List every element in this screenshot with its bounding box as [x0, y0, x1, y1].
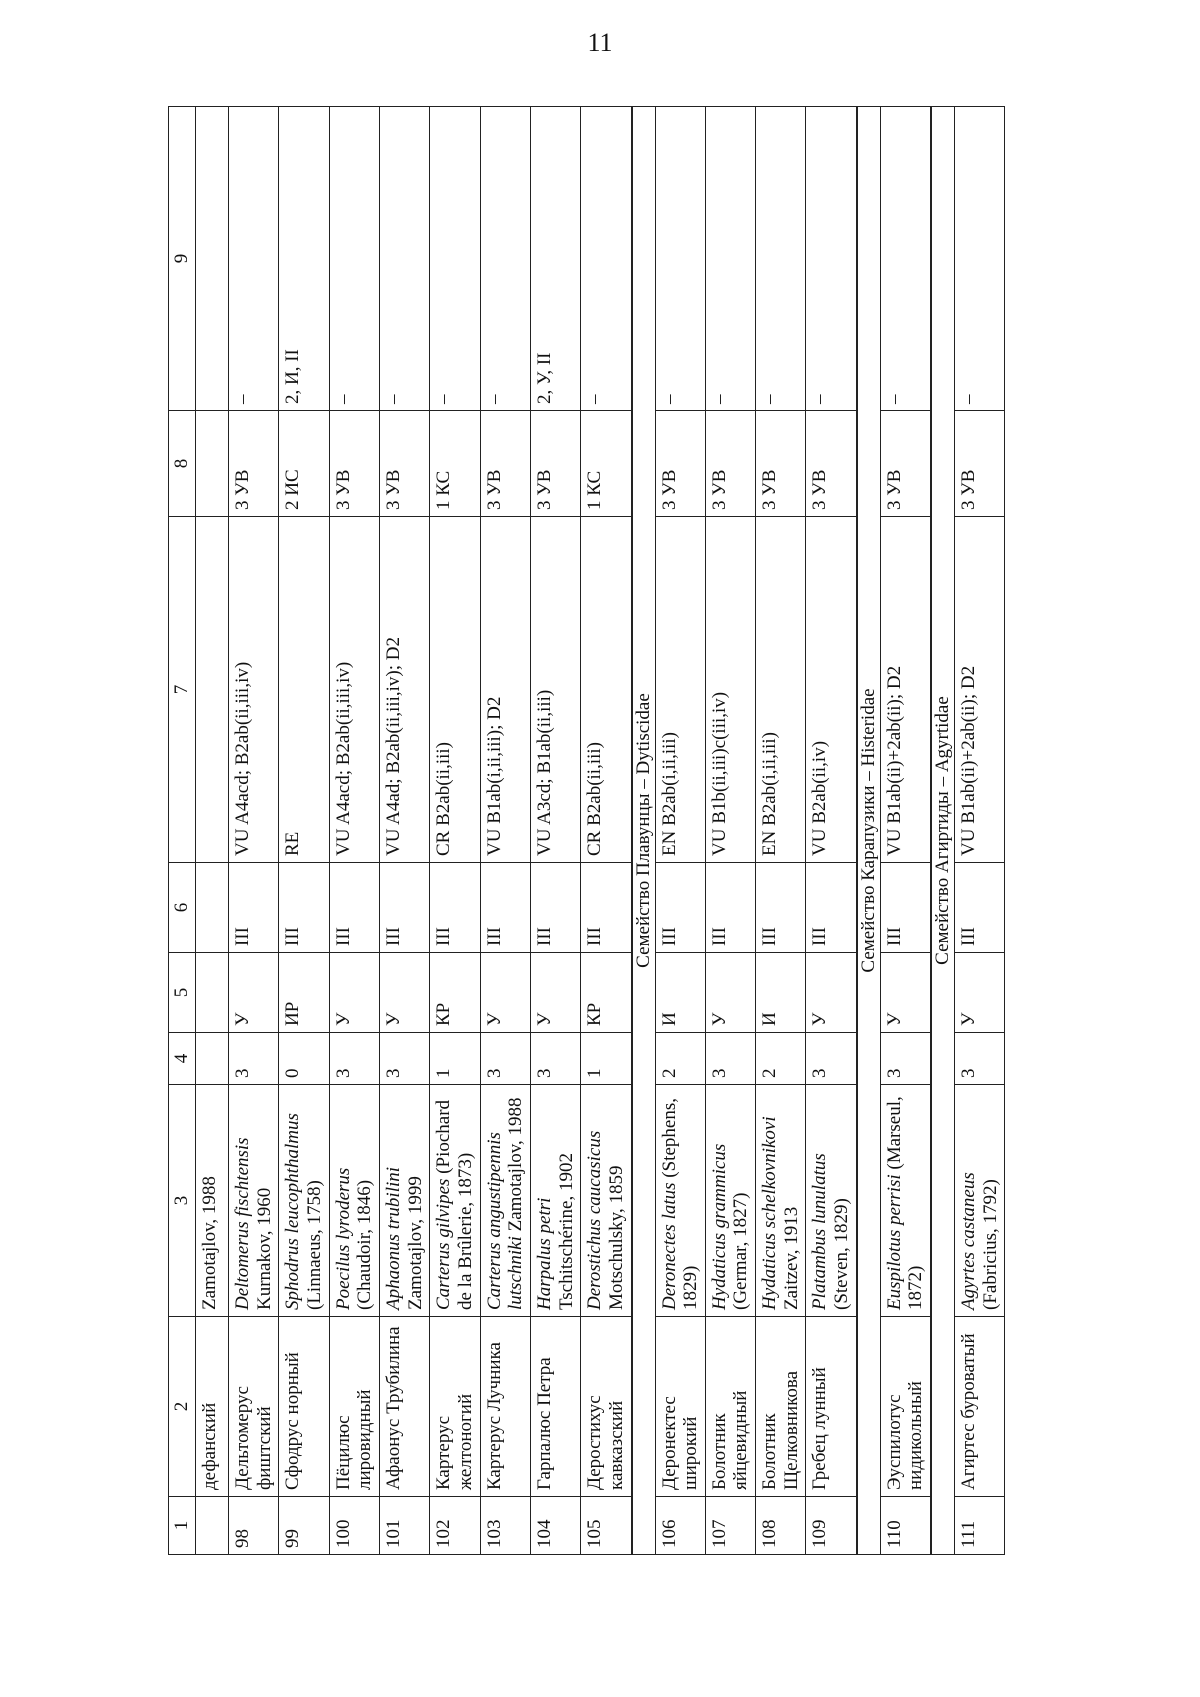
iucn-criteria-cell: VU B1ab(i,ii,iii); D2: [480, 517, 530, 863]
latin-name: Agyrtes castaneus: [958, 1172, 980, 1310]
latin-name-cell: [955, 1085, 1005, 1317]
iucn-criteria-cell: CR B2ab(ii,iii): [581, 517, 632, 863]
extra-status-cell: –: [955, 107, 1005, 411]
latin-name: Euspilotus perrisi: [883, 1174, 905, 1310]
russia-category-cell: 3 УВ: [229, 411, 279, 517]
empty-cell: [196, 1033, 229, 1085]
russian-name-cell: Агиртес буроватый: [955, 1317, 1005, 1497]
iucn-criteria-cell: VU B2ab(ii,iv): [806, 517, 857, 863]
russia-category-cell: 1 КС: [430, 411, 480, 517]
category-cell: 3: [530, 1033, 580, 1085]
empty-cell: [196, 953, 229, 1033]
number-cell: 99: [279, 1497, 329, 1555]
extra-status-cell: –: [229, 107, 279, 411]
number-cell: 110: [880, 1497, 931, 1555]
latin-author: (Fabricius, 1792): [979, 1179, 1001, 1310]
russia-category-cell: 3 УВ: [530, 411, 580, 517]
latin-name-cell: [530, 1085, 580, 1317]
latin-author: (Stephens, 1829): [658, 1098, 702, 1310]
number-cell: 101: [379, 1497, 429, 1555]
latin-name: Hydaticus grammicus: [708, 1143, 730, 1310]
latin-name-cell: [756, 1085, 806, 1317]
latin-name-cell: [379, 1085, 429, 1317]
latin-name-cell: [329, 1085, 379, 1317]
status-cell: У: [955, 953, 1005, 1033]
russia-category-cell: 1 КС: [581, 411, 632, 517]
latin-author: (Germar, 1827): [730, 1192, 752, 1310]
category-cell: 3: [880, 1033, 931, 1085]
iucn-criteria-cell: VU A3cd; B1ab(ii,iii): [530, 517, 580, 863]
table-row: [880, 107, 931, 1555]
status-cell: КР: [581, 953, 632, 1033]
latin-author: Tschitschérine, 1902: [555, 1153, 577, 1310]
empty-cell: [196, 411, 229, 517]
category-cell: 3: [955, 1033, 1005, 1085]
russian-name-cell: Картерус Лучника: [480, 1317, 530, 1497]
number-cell: 102: [430, 1497, 480, 1555]
priority-cell: III: [329, 863, 379, 953]
russian-name-cell: Эуспилотус нидикольный: [880, 1317, 931, 1497]
number-cell: 103: [480, 1497, 530, 1555]
status-cell: У: [229, 953, 279, 1033]
continuation-row: [196, 107, 229, 1555]
table-row: [279, 107, 329, 1555]
latin-author: Motschulsky, 1859: [605, 1165, 627, 1310]
category-cell: 3: [705, 1033, 755, 1085]
priority-cell: III: [806, 863, 857, 953]
latin-name-cell: [229, 1085, 279, 1317]
header-cell: 3: [169, 1085, 196, 1317]
russian-name-cell: Дельтомерус фиштский: [229, 1317, 279, 1497]
status-cell: У: [480, 953, 530, 1033]
extra-status-cell: –: [480, 107, 530, 411]
latin-author: Zaitzev, 1913: [780, 1206, 802, 1310]
status-cell: И: [756, 953, 806, 1033]
russian-name-cell: Гребец лунный: [806, 1317, 857, 1497]
latin-name: Hydaticus schelkovnikovi: [759, 1116, 781, 1310]
category-cell: 3: [379, 1033, 429, 1085]
priority-cell: III: [655, 863, 705, 953]
priority-cell: III: [581, 863, 632, 953]
iucn-criteria-cell: EN B2ab(i,ii,iii): [756, 517, 806, 863]
category-cell: 3: [480, 1033, 530, 1085]
russian-name-cell: Афаонус Трубилина: [379, 1317, 429, 1497]
status-cell: ИР: [279, 953, 329, 1033]
number-cell: [196, 1497, 229, 1555]
table-row: [955, 107, 1005, 1555]
number-cell: 104: [530, 1497, 580, 1555]
family-row: [857, 107, 881, 1555]
russian-name-cell: Болотник Щелковникова: [756, 1317, 806, 1497]
header-cell: 6: [169, 863, 196, 953]
russian-name-cell: Гарпалюс Петра: [530, 1317, 580, 1497]
extra-status-cell: –: [806, 107, 857, 411]
number-cell: 109: [806, 1497, 857, 1555]
latin-name: Platambus lunulatus: [809, 1153, 831, 1310]
extra-status-cell: –: [880, 107, 931, 411]
table-row: [229, 107, 279, 1555]
number-cell: 106: [655, 1497, 705, 1555]
category-cell: 1: [430, 1033, 480, 1085]
table-row: [806, 107, 857, 1555]
extra-status-cell: 2, У, II: [530, 107, 580, 411]
russian-name-cell: Деронектес широкий: [655, 1317, 705, 1497]
latin-author: (Chaudoir, 1846): [354, 1179, 376, 1310]
russian-name-cell: Болотник яйцевидный: [705, 1317, 755, 1497]
iucn-criteria-cell: RE: [279, 517, 329, 863]
iucn-criteria-cell: CR B2ab(ii,iii): [430, 517, 480, 863]
latin-name-cell: [430, 1085, 480, 1317]
table-row: [379, 107, 429, 1555]
header-cell: 1: [169, 1497, 196, 1555]
latin-name: Carterus angustipennis lutschniki: [483, 1132, 527, 1310]
family-heading: Семейство Агиртиды – Agyrtidae: [931, 107, 955, 1555]
priority-cell: III: [756, 863, 806, 953]
russia-category-cell: 3 УВ: [655, 411, 705, 517]
number-cell: 108: [756, 1497, 806, 1555]
latin-name-cell: [480, 1085, 530, 1317]
header-row: [169, 107, 196, 1555]
latin-author: Zamotajlov, 1999: [404, 1176, 426, 1310]
latin-name: Aphaonus trubilini: [382, 1166, 404, 1310]
latin-author: (Linnaeus, 1758): [303, 1180, 325, 1310]
russia-category-cell: 3 УВ: [329, 411, 379, 517]
latin-name: Sphodrus leucophthalmus: [282, 1113, 304, 1310]
family-heading: Семейство Карапузики – Histeridae: [857, 107, 881, 1555]
latin-name: Carterus gilvipes: [433, 1178, 455, 1310]
header-cell: 2: [169, 1317, 196, 1497]
priority-cell: III: [530, 863, 580, 953]
extra-status-cell: –: [756, 107, 806, 411]
iucn-criteria-cell: VU B1b(ii,iii)c(iii,iv): [705, 517, 755, 863]
status-cell: КР: [430, 953, 480, 1033]
latin-name: Harpalus petri: [533, 1197, 555, 1310]
extra-status-cell: –: [705, 107, 755, 411]
latin-name-cell: [705, 1085, 755, 1317]
russian-name-cell: дефанский: [196, 1317, 229, 1497]
page-number: 11: [587, 28, 613, 57]
latin-name-cell: [806, 1085, 857, 1317]
red-book-table-rotated: [168, 107, 1020, 1555]
russian-name-cell: Картерус желтоногий: [430, 1317, 480, 1497]
priority-cell: III: [379, 863, 429, 953]
extra-status-cell: –: [379, 107, 429, 411]
russia-category-cell: 3 УВ: [880, 411, 931, 517]
latin-name-cell: [655, 1085, 705, 1317]
russia-category-cell: 3 УВ: [379, 411, 429, 517]
category-cell: 3: [806, 1033, 857, 1085]
latin-name-cell: [880, 1085, 931, 1317]
extra-status-cell: –: [329, 107, 379, 411]
category-cell: 2: [756, 1033, 806, 1085]
category-cell: 3: [329, 1033, 379, 1085]
table-row: [581, 107, 632, 1555]
table-row: [756, 107, 806, 1555]
empty-cell: [196, 107, 229, 411]
extra-status-cell: –: [581, 107, 632, 411]
status-cell: У: [329, 953, 379, 1033]
russia-category-cell: 3 УВ: [806, 411, 857, 517]
header-cell: 5: [169, 953, 196, 1033]
number-cell: 105: [581, 1497, 632, 1555]
priority-cell: III: [705, 863, 755, 953]
red-book-table: [168, 106, 1005, 1555]
latin-name: Deltomerus fischtensis: [232, 1137, 253, 1310]
russian-name-cell: Деростихус кавказский: [581, 1317, 632, 1497]
status-cell: У: [530, 953, 580, 1033]
russia-category-cell: 3 УВ: [480, 411, 530, 517]
latin-author: Zamotajlov, 1988: [505, 1097, 527, 1237]
iucn-criteria-cell: VU A4acd; B2ab(ii,iii,iv): [229, 517, 279, 863]
header-cell: 4: [169, 1033, 196, 1085]
priority-cell: III: [430, 863, 480, 953]
extra-status-cell: 2, И, II: [279, 107, 329, 411]
iucn-criteria-cell: VU B1ab(ii)+2ab(ii); D2: [880, 517, 931, 863]
latin-author: Kurnakov, 1960: [253, 1187, 275, 1310]
russian-name-cell: Сфодрус норный: [279, 1317, 329, 1497]
latin-author: (Marseul, 1872): [883, 1096, 927, 1310]
status-cell: У: [705, 953, 755, 1033]
priority-cell: III: [480, 863, 530, 953]
latin-author: (Steven, 1829): [831, 1198, 853, 1310]
status-cell: У: [806, 953, 857, 1033]
extra-status-cell: –: [655, 107, 705, 411]
iucn-criteria-cell: VU B1ab(ii)+2ab(ii); D2: [955, 517, 1005, 863]
number-cell: 98: [229, 1497, 279, 1555]
iucn-criteria-cell: VU A4acd; B2ab(ii,iii,iv): [329, 517, 379, 863]
category-cell: 3: [229, 1033, 279, 1085]
priority-cell: III: [880, 863, 931, 953]
table-row: [480, 107, 530, 1555]
category-cell: 2: [655, 1033, 705, 1085]
russian-name-cell: Пёцилюс лировидный: [329, 1317, 379, 1497]
extra-status-cell: –: [430, 107, 480, 411]
latin-name: Poecilus lyroderus: [332, 1167, 354, 1310]
priority-cell: III: [279, 863, 329, 953]
family-row: [632, 107, 656, 1555]
header-cell: 9: [169, 107, 196, 411]
iucn-criteria-cell: EN B2ab(i,ii,iii): [655, 517, 705, 863]
russia-category-cell: 3 УВ: [955, 411, 1005, 517]
empty-cell: [196, 863, 229, 953]
priority-cell: III: [955, 863, 1005, 953]
russia-category-cell: 2 ИС: [279, 411, 329, 517]
table-row: [430, 107, 480, 1555]
family-heading: Семейство Плавунцы – Dytiscidae: [632, 107, 656, 1555]
category-cell: 0: [279, 1033, 329, 1085]
table-row: [530, 107, 580, 1555]
header-cell: 8: [169, 411, 196, 517]
latin-name-cell: [581, 1085, 632, 1317]
priority-cell: III: [229, 863, 279, 953]
latin-name-cell: Zamotajlov, 1988: [196, 1085, 229, 1317]
iucn-criteria-cell: VU A4ad; B2ab(ii,iii,iv); D2: [379, 517, 429, 863]
number-cell: 107: [705, 1497, 755, 1555]
table-row: [655, 107, 705, 1555]
number-cell: 100: [329, 1497, 379, 1555]
number-cell: 111: [955, 1497, 1005, 1555]
latin-name: Deronectes latus: [658, 1182, 680, 1310]
russia-category-cell: 3 УВ: [756, 411, 806, 517]
status-cell: И: [655, 953, 705, 1033]
latin-name-cell: [279, 1085, 329, 1317]
header-cell: 7: [169, 517, 196, 863]
latin-name: Derostichus caucasicus: [584, 1130, 606, 1310]
status-cell: У: [379, 953, 429, 1033]
status-cell: У: [880, 953, 931, 1033]
empty-cell: [196, 517, 229, 863]
latin-author: (Piochard de la Brûlerie, 1873): [433, 1099, 476, 1310]
russia-category-cell: 3 УВ: [705, 411, 755, 517]
family-row: [931, 107, 955, 1555]
table-row: [329, 107, 379, 1555]
category-cell: 1: [581, 1033, 632, 1085]
table-row: [705, 107, 755, 1555]
